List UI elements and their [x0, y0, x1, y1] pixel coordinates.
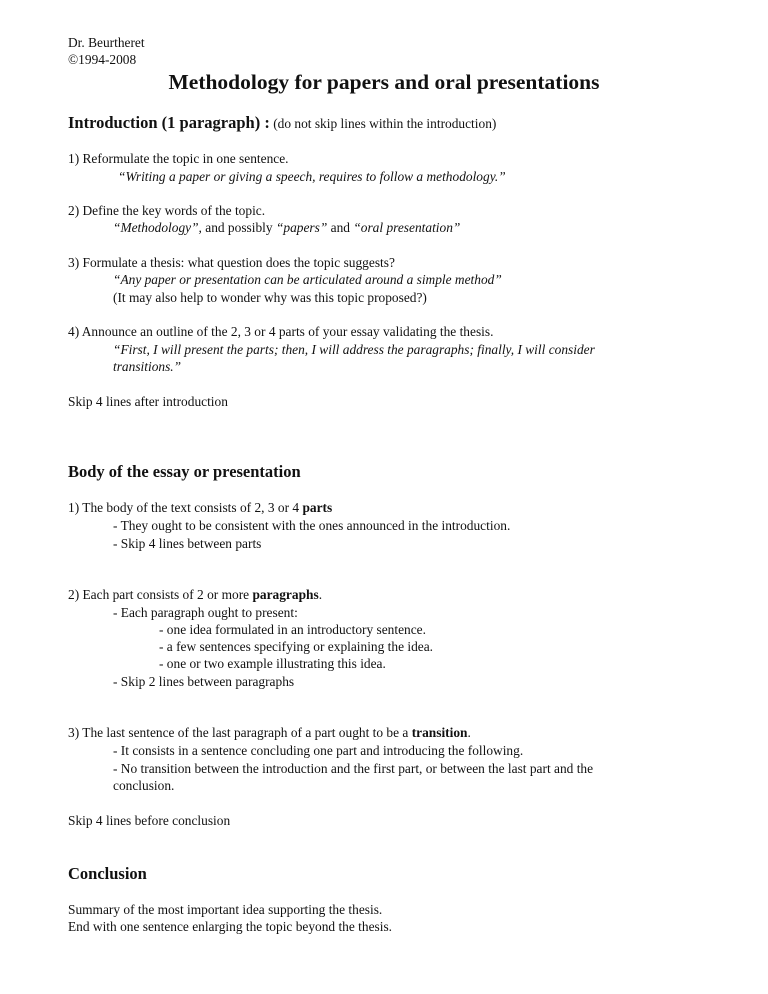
keyword-connector-1: and possibly: [201, 220, 276, 235]
body-item-3: [68, 724, 471, 741]
body-item-2-period: .: [318, 587, 323, 602]
page-title: Methodology for papers and oral presentations: [168, 70, 600, 94]
body-skip-note: Skip 4 lines before conclusion: [68, 813, 231, 828]
introduction-heading: Introduction (1 paragraph) :: [68, 113, 270, 132]
body-item-3-bold: transition: [411, 725, 468, 740]
body-item-2-subsub-2: - a few sentences specifying or explaining the idea.: [159, 639, 434, 654]
keyword-methodology: “Methodology”,: [113, 220, 202, 235]
body-heading: Body of the essay or presentation: [68, 462, 301, 481]
intro-skip-note: Skip 4 lines after introduction: [68, 394, 228, 409]
intro-item-3: 3) Formulate a thesis: what question does the topic suggests?: [68, 255, 395, 270]
body-item-2-sub-1: - Each paragraph ought to present:: [113, 605, 298, 620]
body-item-3-text: 3) The last sentence of the last paragraph of a part ought to be a: [68, 725, 412, 740]
keyword-connector-2: and: [327, 220, 354, 235]
body-item-2: [68, 586, 322, 603]
intro-item-2: 2) Define the key words of the topic.: [68, 203, 266, 218]
introduction-heading-note: (do not skip lines within the introduction): [269, 116, 497, 131]
body-item-2-subsub-1: - one idea formulated in an introductory sentence.: [159, 622, 426, 637]
keyword-papers: “papers”: [275, 220, 328, 235]
author: Dr. Beurtheret: [68, 35, 145, 50]
body-item-1-sub-1: - They ought to be consistent with the ones announced in the introduction.: [113, 518, 511, 533]
intro-item-4: 4) Announce an outline of the 2, 3 or 4 parts of your essay validating the thesis.: [68, 324, 494, 339]
body-item-2-subsub-3: - one or two example illustrating this idea.: [159, 656, 386, 671]
conclusion-line-2: End with one sentence enlarging the topic beyond the thesis.: [68, 919, 393, 934]
conclusion-line-1: Summary of the most important idea supporting the thesis.: [68, 902, 383, 917]
intro-item-2-keywords: [113, 219, 460, 236]
body-item-1: [68, 499, 332, 516]
intro-item-4-example-line1: “First, I will present the parts; then, I will address the paragraphs; finally, I will consider: [113, 342, 595, 357]
body-item-3-sub-2-line1: - No transition between the introduction and the first part, or between the last part and the: [113, 761, 594, 776]
intro-item-3-example: “Any paper or presentation can be articulated around a simple method”: [113, 272, 502, 287]
introduction-heading-line: [68, 113, 496, 134]
intro-item-1: 1) Reformulate the topic in one sentence.: [68, 151, 289, 166]
body-item-1-sub-2: - Skip 4 lines between parts: [113, 536, 262, 551]
body-item-3-sub-2-line2: conclusion.: [113, 778, 175, 793]
body-item-2-text: 2) Each part consists of 2 or more: [68, 587, 253, 602]
body-item-1-text: 1) The body of the text consists of 2, 3 or 4: [68, 500, 303, 515]
body-item-2-sub-2: - Skip 2 lines between paragraphs: [113, 674, 295, 689]
body-item-3-period: .: [467, 725, 471, 740]
intro-item-3-note: (It may also help to wonder why was this topic proposed?): [113, 290, 427, 305]
body-item-1-bold: parts: [302, 500, 333, 515]
copyright: ©1994-2008: [68, 52, 137, 67]
intro-item-1-example: “Writing a paper or giving a speech, requires to follow a methodology.”: [118, 169, 506, 184]
keyword-oral-presentation: “oral presentation”: [353, 220, 461, 235]
intro-item-4-example-line2: transitions.”: [113, 359, 182, 374]
body-item-3-sub-1: - It consists in a sentence concluding one part and introducing the following.: [113, 743, 524, 758]
conclusion-heading: Conclusion: [68, 864, 147, 883]
body-item-2-bold: paragraphs: [252, 587, 319, 602]
